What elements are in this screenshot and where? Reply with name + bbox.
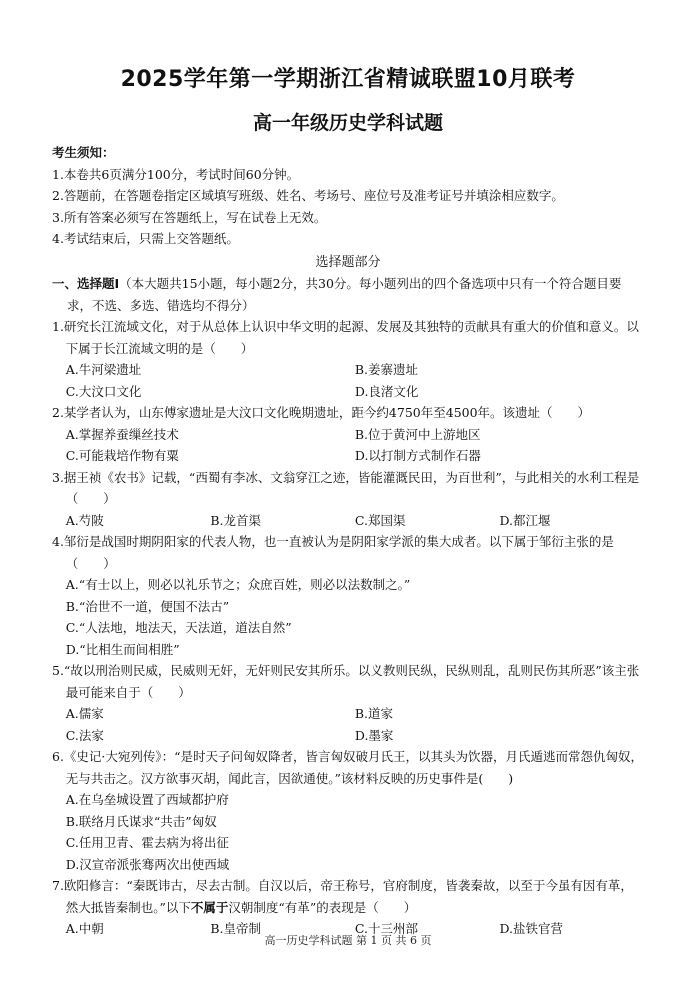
option: C.“人法地，地法天，天法道，道法自然” [65,620,292,635]
option: C.郑国渠 [354,512,406,528]
option: A.芍陂 [65,512,104,528]
option: A.中朝 [65,921,104,936]
question-1-stem: 1.研究长江流域文化，对于从总体上认识中华文明的起源、发展及其独特的贡献具有重大的价值和意义。以下属于长江流域文明的是（ ） [52,319,639,356]
option: D.盐铁官营 [499,921,563,936]
question-3-options [52,510,644,532]
page-footer: 高一历史学科试题 第 1 页 共 6 页 [264,934,432,947]
notice-item: 1.本卷共6页满分100分，考试时间60分钟。 [52,166,300,182]
option: B.皇帝制 [210,921,261,936]
option: B.位于黄河中上游地区 [354,426,481,442]
notice-item: 2.答题前，在答题卷指定区域填写班级、姓名、考场号、座位号及准考证号并填涂相应数字。 [52,188,564,203]
option: C.十三州部 [354,921,418,936]
exam-subtitle: 高一年级历史学科试题 [252,112,443,134]
option: C.可能栽培作物有粟 [65,448,179,463]
notice-item: 3.所有答案必须写在答题纸上，写在试卷上无效。 [52,209,327,225]
question-5-stem: 5.“故以刑治则民威，民威则无奸，无奸则民安其所乐。以义教则民纵，民纵则乱，乱则民伤其所恶”该主张最可能来自于（ ） [52,663,640,700]
part-heading-desc: （本大题共15小题，每小题2分，共30分。每小题列出的四个备选项中只有一个符合题目要求，不选、多选、错选均不得分） [67,276,622,313]
option: B.“治世不一道，便国不法古” [65,598,230,614]
exam-content [52,142,644,940]
question-7-stem-b: 汉朝制度“有革”的表现是（ ） [228,899,417,915]
question-6-stem: 6.《史记·大宛列传》：“是时天子问匈奴降者，皆言匈奴破月氏王，以其头为饮器，月氏遁逃而常怨仇匈奴，无与共击之。汉方欲事灭胡，闻此言，因欲通使。”该材料反映的历史事件是( ) [52,749,644,786]
question-3-stem: 3.据王祯《农书》记载，“西蜀有李冰、文翁穿江之迹，皆能灌溉民田，为百世利”，与此相关的水利工程是（ ） [52,469,640,506]
option: D.“比相生而间相胜” [65,641,180,657]
part-heading [52,273,644,316]
exam-title: 2025学年第一学期浙江省精诚联盟10月联考 [120,67,576,92]
question-5-options [52,703,644,746]
option: A.“有士以上，则必以礼乐节之；众庶百姓，则必以法数制之。” [65,577,411,592]
question-2-options [52,424,644,467]
option: B.联络月氏谋求“共击”匈奴 [65,813,217,829]
option: D.良渚文化 [354,383,419,399]
notice-item: 4.考试结束后，只需上交答题纸。 [52,231,239,246]
question-7-stem-a: 7.欧阳修言：“秦既讳古，尽去古制。自汉以后，帝王称号，官府制度，皆袭秦故，以至于今虽有因有革，然大抵皆秦制也。”以下 [52,878,633,915]
option: A.牛河梁遗址 [65,362,142,377]
part-heading-bold: 一、选择题Ⅰ [52,276,120,291]
option: B.龙首渠 [210,512,261,528]
question-2-stem: 2.某学者认为，山东傅家遗址是大汶口文化晚期遗址，距今约4750年至4500年。该遗址（ ） [52,405,591,420]
notice-heading: 考生须知： [52,145,115,160]
option: B.姜寨遗址 [354,362,419,377]
question-7-stem [52,875,644,918]
question-1-options [52,359,644,402]
option: A.掌握养蚕缫丝技术 [65,426,179,442]
option: A.在乌垒城设置了西域都护府 [65,792,229,807]
question-4-stem: 4.邹衍是战国时期阴阳家的代表人物，也一直被认为是阴阳家学派的集大成者。以下属于邹衍主张的是（ ） [52,534,614,571]
option: D.汉宣帝派张骞两次出使西域 [65,856,230,872]
option: C.大汶口文化 [65,383,142,399]
option: D.墨家 [354,727,394,743]
option: D.都江堰 [499,512,551,528]
question-7-emphasis: 不属于 [190,899,229,915]
option: B.道家 [354,706,394,721]
option: C.任用卫青、霍去病为将出征 [65,835,229,850]
section-title: 选择题部分 [315,254,381,270]
option: D.以打制方式制作石器 [354,448,481,463]
option: A.儒家 [65,706,104,721]
option: C.法家 [65,727,104,743]
